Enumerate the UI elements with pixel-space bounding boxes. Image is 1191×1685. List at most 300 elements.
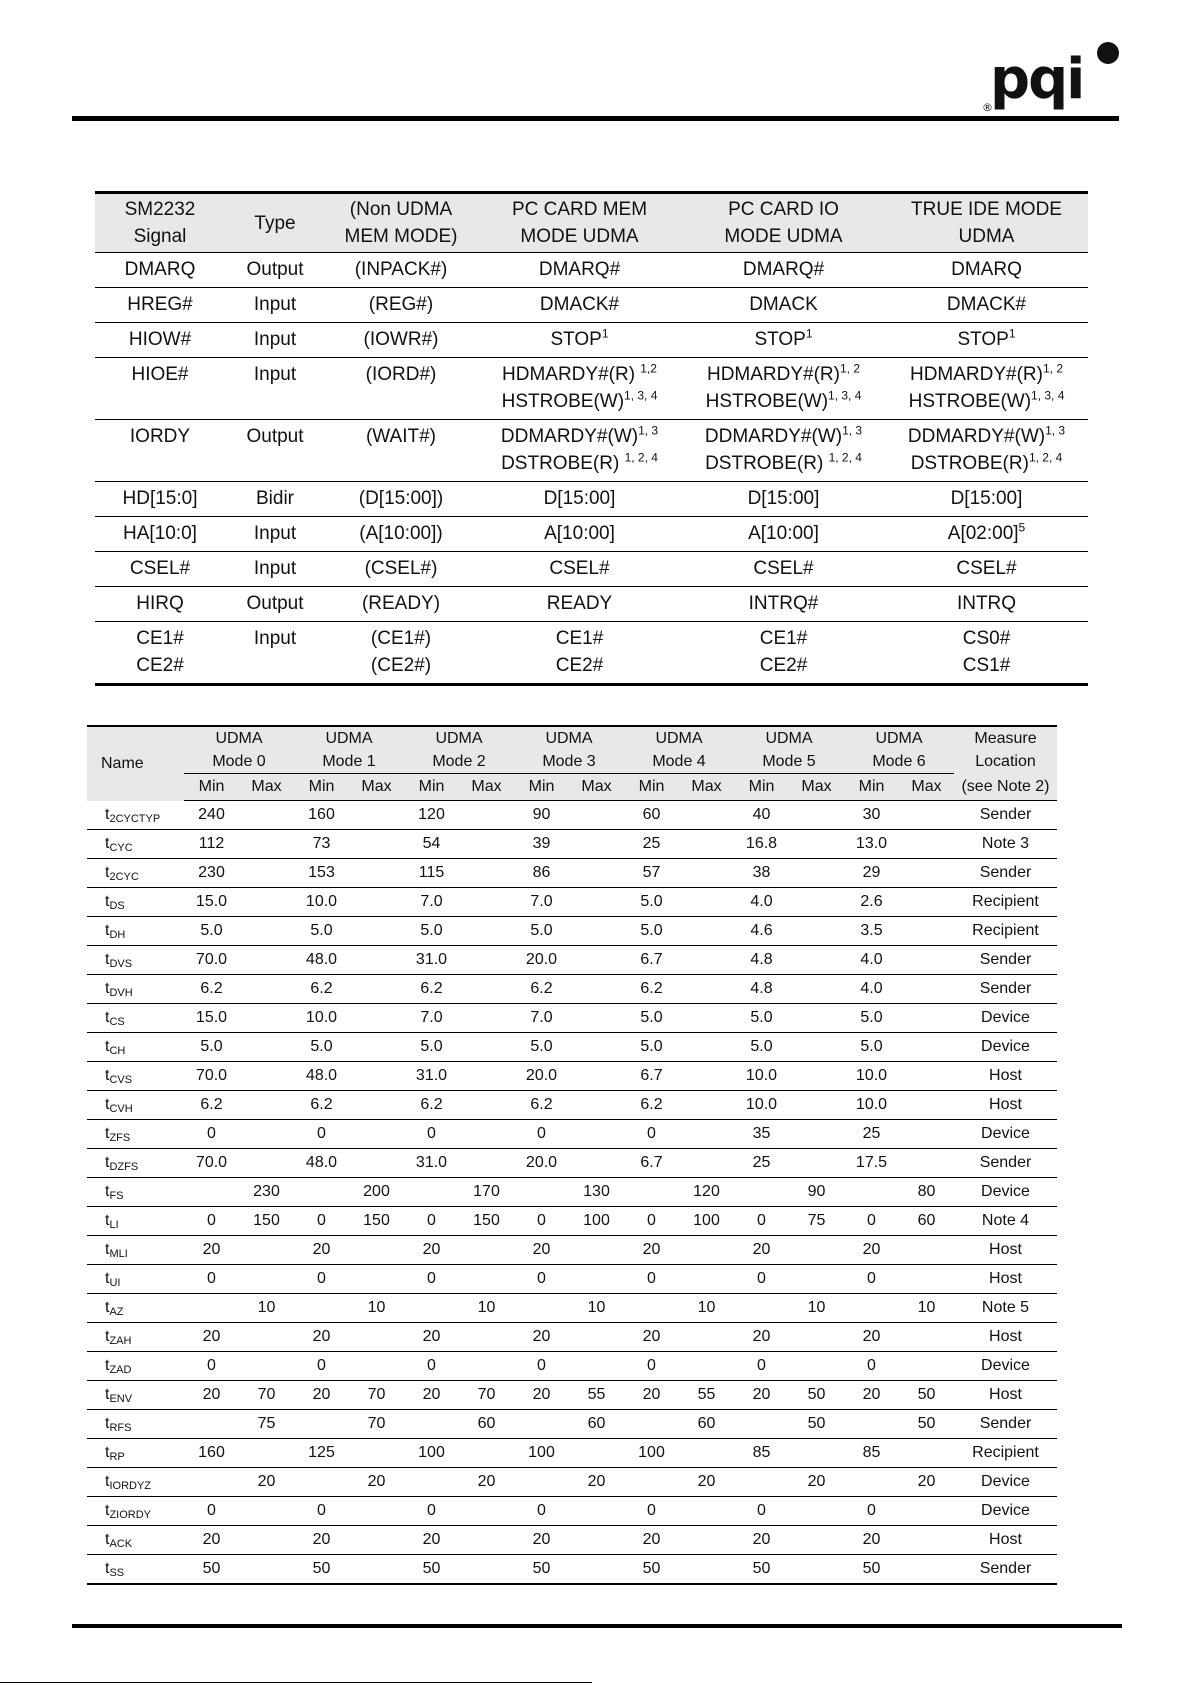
mode-header-line: Mode 3 [542,753,596,770]
timing-value [239,1526,294,1555]
timing-parameter-name: $t_{ZFS}$ [87,1120,184,1149]
timing-value: 0 [294,1207,349,1236]
timing-value [349,946,404,975]
udma-mode-header [844,726,954,774]
timing-value [459,1149,514,1178]
timing-value [569,1033,624,1062]
timing-value: 20 [184,1323,239,1352]
timing-value [239,975,294,1004]
footnote-marker: 1, 3 [638,423,659,438]
signal-table-cell [325,358,477,420]
timing-value: 0 [514,1120,569,1149]
registered-mark: ® [982,101,993,114]
signal-table-row [95,358,1088,420]
timing-value [899,1526,954,1555]
timing-value [899,1062,954,1091]
timing-parameter-name: $t_{ZAD}$ [87,1352,184,1381]
timing-parameter-name: $t_{2CYC}$ [87,859,184,888]
timing-value: 10 [789,1294,844,1323]
timing-value [239,801,294,830]
timing-value [239,1265,294,1294]
timing-value: 48.0 [294,946,349,975]
timing-value [569,975,624,1004]
timing-value: 20 [844,1323,899,1352]
udma-timing-table [87,725,1057,1585]
timing-value: 60 [679,1410,734,1439]
cell-line: CSEL# [549,558,610,579]
timing-value: 150 [459,1207,514,1236]
timing-value [349,888,404,917]
timing-value: 20 [624,1323,679,1352]
timing-value [844,1468,899,1497]
timing-value: 70 [349,1381,404,1410]
timing-value [899,1004,954,1033]
signal-table-cell [325,420,477,482]
timing-value: 20 [734,1526,789,1555]
timing-value [404,1294,459,1323]
timing-value: 75 [239,1410,294,1439]
timing-header-row [87,726,1057,774]
timing-value: 20 [294,1323,349,1352]
mode-header-line: Mode 4 [652,753,706,770]
cell-line: HD[15:0] [122,488,198,509]
cell-line: DSTROBE(R) [705,453,829,474]
timing-value [569,917,624,946]
timing-value: 7.0 [514,888,569,917]
timing-value: 7.0 [404,1004,459,1033]
timing-value [789,1323,844,1352]
timing-value: 90 [514,801,569,830]
timing-value: 5.0 [404,1033,459,1062]
timing-value: 120 [404,801,459,830]
signal-table-cell [95,420,225,482]
measure-location: Host [954,1265,1057,1294]
timing-value [679,975,734,1004]
pqi-logo [982,40,1122,120]
timing-value: 10 [569,1294,624,1323]
signal-table-cell [885,323,1088,358]
timing-value [239,888,294,917]
timing-parameter-name: $t_{AZ}$ [87,1294,184,1323]
timing-value [679,1526,734,1555]
timing-value: 60 [899,1207,954,1236]
timing-value [459,946,514,975]
cell-line: Input [253,558,297,579]
min-header: Min [294,774,349,801]
udma-mode-header [734,726,844,774]
timing-value: 6.2 [184,975,239,1004]
udma-mode-header [624,726,734,774]
timing-value [459,917,514,946]
timing-value [789,1149,844,1178]
timing-value [349,1497,404,1526]
timing-value: 35 [734,1120,789,1149]
max-header: Max [899,774,954,801]
timing-value: 5.0 [184,1033,239,1062]
timing-value: 13.0 [844,830,899,859]
cell-line: STOP [550,329,602,350]
mode-header-line: UDMA [325,730,373,747]
timing-value [459,1033,514,1062]
timing-value: 0 [734,1497,789,1526]
timing-value: 90 [789,1178,844,1207]
signal-table-cell [325,517,477,552]
signal-table-cell [885,288,1088,323]
cell-line: DMARQ# [538,259,621,280]
signal-table-cell [325,253,477,288]
timing-value [514,1294,569,1323]
timing-value [734,1178,789,1207]
timing-value [239,1439,294,1468]
cell-line: CE2# [136,655,184,676]
timing-value: 20 [789,1468,844,1497]
max-header: Max [459,774,514,801]
timing-value: 20 [404,1526,459,1555]
timing-value: 20 [184,1236,239,1265]
timing-value [239,1555,294,1585]
timing-value [459,888,514,917]
timing-value [844,1410,899,1439]
timing-value [789,1033,844,1062]
timing-value: 17.5 [844,1149,899,1178]
timing-value [789,917,844,946]
timing-value: 20 [734,1381,789,1410]
timing-row [87,1033,1057,1062]
max-header: Max [569,774,624,801]
timing-value: 0 [844,1497,899,1526]
cell-line: CE1# [136,628,184,649]
timing-value: 0 [624,1120,679,1149]
timing-value [899,1352,954,1381]
udma-mode-header [294,726,404,774]
timing-value [789,1439,844,1468]
timing-value [569,888,624,917]
timing-value: 50 [202,1560,221,1577]
signal-table-row [95,253,1088,288]
timing-value [349,1352,404,1381]
timing-parameter-name: $t_{LI}$ [87,1207,184,1236]
timing-value: 0 [624,1265,679,1294]
measure-location: Recipient [954,888,1057,917]
logo-dot-icon [1097,42,1119,64]
measure-location: Sender [954,801,1057,830]
timing-value: 0 [624,1497,679,1526]
timing-value: 5.0 [844,1004,899,1033]
timing-value [459,1352,514,1381]
timing-value [349,1265,404,1294]
timing-value: 20.0 [514,1149,569,1178]
timing-value: 5.0 [844,1033,899,1062]
measure-location: Host [954,1526,1057,1555]
timing-value [459,859,514,888]
mode-header-line: Mode 6 [872,753,926,770]
cell-line: A[02:00] [947,523,1019,544]
timing-value: 2.6 [844,888,899,917]
timing-value [899,1033,954,1062]
signal-table-cell [95,358,225,420]
timing-value: 10.0 [294,888,349,917]
timing-value [349,830,404,859]
footnote-marker: 1, 3, 4 [1031,388,1065,403]
column-header-line: UDMA [958,226,1015,247]
timing-value [349,859,404,888]
timing-value [569,830,624,859]
timing-value: 0 [404,1120,459,1149]
footnote-marker: 1, 2 [1042,361,1063,376]
signal-table-cell [325,622,477,685]
timing-value: 20 [294,1526,349,1555]
timing-value: 170 [459,1178,514,1207]
timing-value [679,1323,734,1352]
timing-value [844,1294,899,1323]
cell-line: HSTROBE(W) [501,391,625,412]
timing-value: 0 [184,1265,239,1294]
cell-line: (CE2#) [370,655,432,676]
timing-value: 6.2 [514,975,569,1004]
timing-value [459,1323,514,1352]
signal-table-cell [682,482,885,517]
timing-value: 0 [844,1352,899,1381]
timing-value: 7.0 [404,888,459,917]
timing-value [679,888,734,917]
signal-table-cell [682,253,885,288]
cell-line: READY [546,593,613,614]
signal-table-cell [885,552,1088,587]
cell-line: DDMARDY#(W) [500,426,639,447]
measure-location: Note 5 [954,1294,1057,1323]
signal-table-cell [95,253,225,288]
signal-table-cell [225,358,325,420]
timing-value [239,1120,294,1149]
timing-value [349,1120,404,1149]
timing-value: 16.8 [734,830,789,859]
timing-value [459,1004,514,1033]
timing-value [239,1497,294,1526]
timing-value [239,1236,294,1265]
timing-value: 5.0 [734,1033,789,1062]
timing-value [789,1352,844,1381]
footnote-marker: 1, 2, 4 [624,450,658,465]
signal-table-cell [885,587,1088,622]
timing-value: 20 [624,1236,679,1265]
timing-value: 0 [184,1120,239,1149]
cell-line: Output [246,593,304,614]
timing-value: 55 [679,1381,734,1410]
timing-value [184,1294,239,1323]
udma-mode-header [184,726,294,774]
timing-value: 3.5 [844,917,899,946]
signal-table-row [95,323,1088,358]
timing-value: 20 [679,1468,734,1497]
timing-value: 4.0 [734,888,789,917]
timing-value: 4.8 [734,975,789,1004]
footnote-marker: 1, 2 [839,361,860,376]
timing-value [899,1323,954,1352]
timing-value: 86 [514,859,569,888]
timing-value: 0 [294,1120,349,1149]
timing-value [679,1091,734,1120]
timing-value: 20 [404,1236,459,1265]
timing-value [569,946,624,975]
timing-value: 100 [624,1439,679,1468]
timing-value: 6.2 [294,1091,349,1120]
signal-table-cell [682,323,885,358]
timing-value: 0 [624,1207,679,1236]
column-header-line: Type [254,212,296,234]
signal-table-cell [477,358,682,420]
timing-parameter-name: $t_{MLI}$ [87,1236,184,1265]
timing-value [679,830,734,859]
timing-value: 5.0 [624,1004,679,1033]
timing-value: 70 [239,1381,294,1410]
footnote-rule [0,1682,592,1683]
timing-value [459,1439,514,1468]
measure-location: Host [954,1062,1057,1091]
timing-row [87,1149,1057,1178]
cell-line: CS0# [962,628,1011,649]
timing-row [87,1062,1057,1091]
timing-value [349,1149,404,1178]
timing-parameter-name: $t_{DVH}$ [87,975,184,1004]
timing-value [789,1236,844,1265]
timing-value: 6.2 [514,1091,569,1120]
timing-parameter-name: $t_{2CYCTYP}$ [87,801,184,830]
timing-value: 20 [514,1381,569,1410]
cell-line: HSTROBE(W) [705,391,829,412]
timing-value [459,1091,514,1120]
timing-value: 0 [734,1352,789,1381]
timing-value: 31.0 [404,1149,459,1178]
timing-value [569,1062,624,1091]
timing-value: 39 [514,830,569,859]
signal-table-cell [225,517,325,552]
timing-value: 60 [569,1410,624,1439]
cell-line: CSEL# [129,558,191,579]
timing-value: 0 [404,1265,459,1294]
mode-header-line: UDMA [875,730,923,747]
timing-value: 0 [844,1207,899,1236]
timing-value [294,1178,349,1207]
cell-line: (CE1#) [370,628,432,649]
timing-value [899,1265,954,1294]
timing-value [789,888,844,917]
signal-table-cell [325,323,477,358]
timing-value [679,1555,734,1585]
timing-value [349,801,404,830]
timing-value: 10.0 [844,1091,899,1120]
cell-line: DMACK# [946,294,1027,315]
timing-row [87,859,1057,888]
cell-line: HIRQ [136,593,184,614]
cell-line: CE2# [555,655,604,676]
timing-value: 20 [459,1468,514,1497]
timing-value: 50 [789,1410,844,1439]
signal-table-cell [477,552,682,587]
timing-value [899,1149,954,1178]
measure-location: Device [954,1033,1057,1062]
timing-parameter-name: $t_{RFS}$ [87,1410,184,1439]
timing-value: 4.6 [734,917,789,946]
timing-value [459,1265,514,1294]
timing-value: 70.0 [184,1149,239,1178]
timing-value [349,975,404,1004]
timing-value: 5.0 [294,1033,349,1062]
timing-value [569,1555,624,1585]
cell-line: Input [253,523,297,544]
timing-parameter-name: $t_{SS}$ [105,1560,125,1579]
cell-line: HA[10:0] [123,523,197,544]
measure-location: Recipient [954,917,1057,946]
cell-line: (REG#) [368,294,434,315]
signal-table-cell [325,288,477,323]
timing-value [679,1265,734,1294]
signal-table-cell [885,622,1088,685]
udma-mode-header [514,726,624,774]
signal-table-row [95,552,1088,587]
cell-line: (IOWR#) [363,329,439,350]
cell-line: HSTROBE(W) [908,391,1032,412]
timing-value: 130 [569,1178,624,1207]
timing-value [679,917,734,946]
timing-value [569,1236,624,1265]
timing-row [87,1410,1057,1439]
mode-header-line: UDMA [765,730,813,747]
timing-value [789,801,844,830]
signal-table-header [95,193,1088,253]
timing-value [679,1236,734,1265]
timing-value [569,1439,624,1468]
signal-table-cell [95,552,225,587]
signal-table-row [95,288,1088,323]
timing-value: 153 [294,859,349,888]
footnote-marker: 1 [805,326,813,341]
timing-value [459,1062,514,1091]
timing-parameter-name: $t_{DZFS}$ [87,1149,184,1178]
timing-parameter-name: $t_{RP}$ [87,1439,184,1468]
timing-row [87,1526,1057,1555]
timing-value [459,1526,514,1555]
timing-value: 20 [514,1526,569,1555]
timing-value [569,1497,624,1526]
timing-value [404,1178,459,1207]
measure-location: Device [954,1352,1057,1381]
cell-line: (CSEL#) [364,558,438,579]
udma-mode-header [404,726,514,774]
signal-table-cell [885,517,1088,552]
timing-value [459,975,514,1004]
signal-table-cell [477,323,682,358]
timing-value: 6.2 [184,1091,239,1120]
min-header: Min [184,774,239,801]
timing-value [349,1526,404,1555]
measure-location: Host [954,1236,1057,1265]
timing-value: 0 [514,1352,569,1381]
footnote-marker: 1 [601,326,609,341]
signal-table-cell [225,288,325,323]
signal-table-cell [225,587,325,622]
timing-value [459,1555,514,1585]
timing-value [239,1352,294,1381]
timing-value [789,1004,844,1033]
timing-value: 70.0 [184,946,239,975]
signal-table-cell [682,587,885,622]
timing-parameter-name: $t_{CYC}$ [87,830,184,859]
column-header-line: PC CARD IO [728,199,839,220]
timing-value: 73 [294,830,349,859]
timing-row [87,1352,1057,1381]
cell-line: Output [246,259,304,280]
timing-row [87,1468,1057,1497]
